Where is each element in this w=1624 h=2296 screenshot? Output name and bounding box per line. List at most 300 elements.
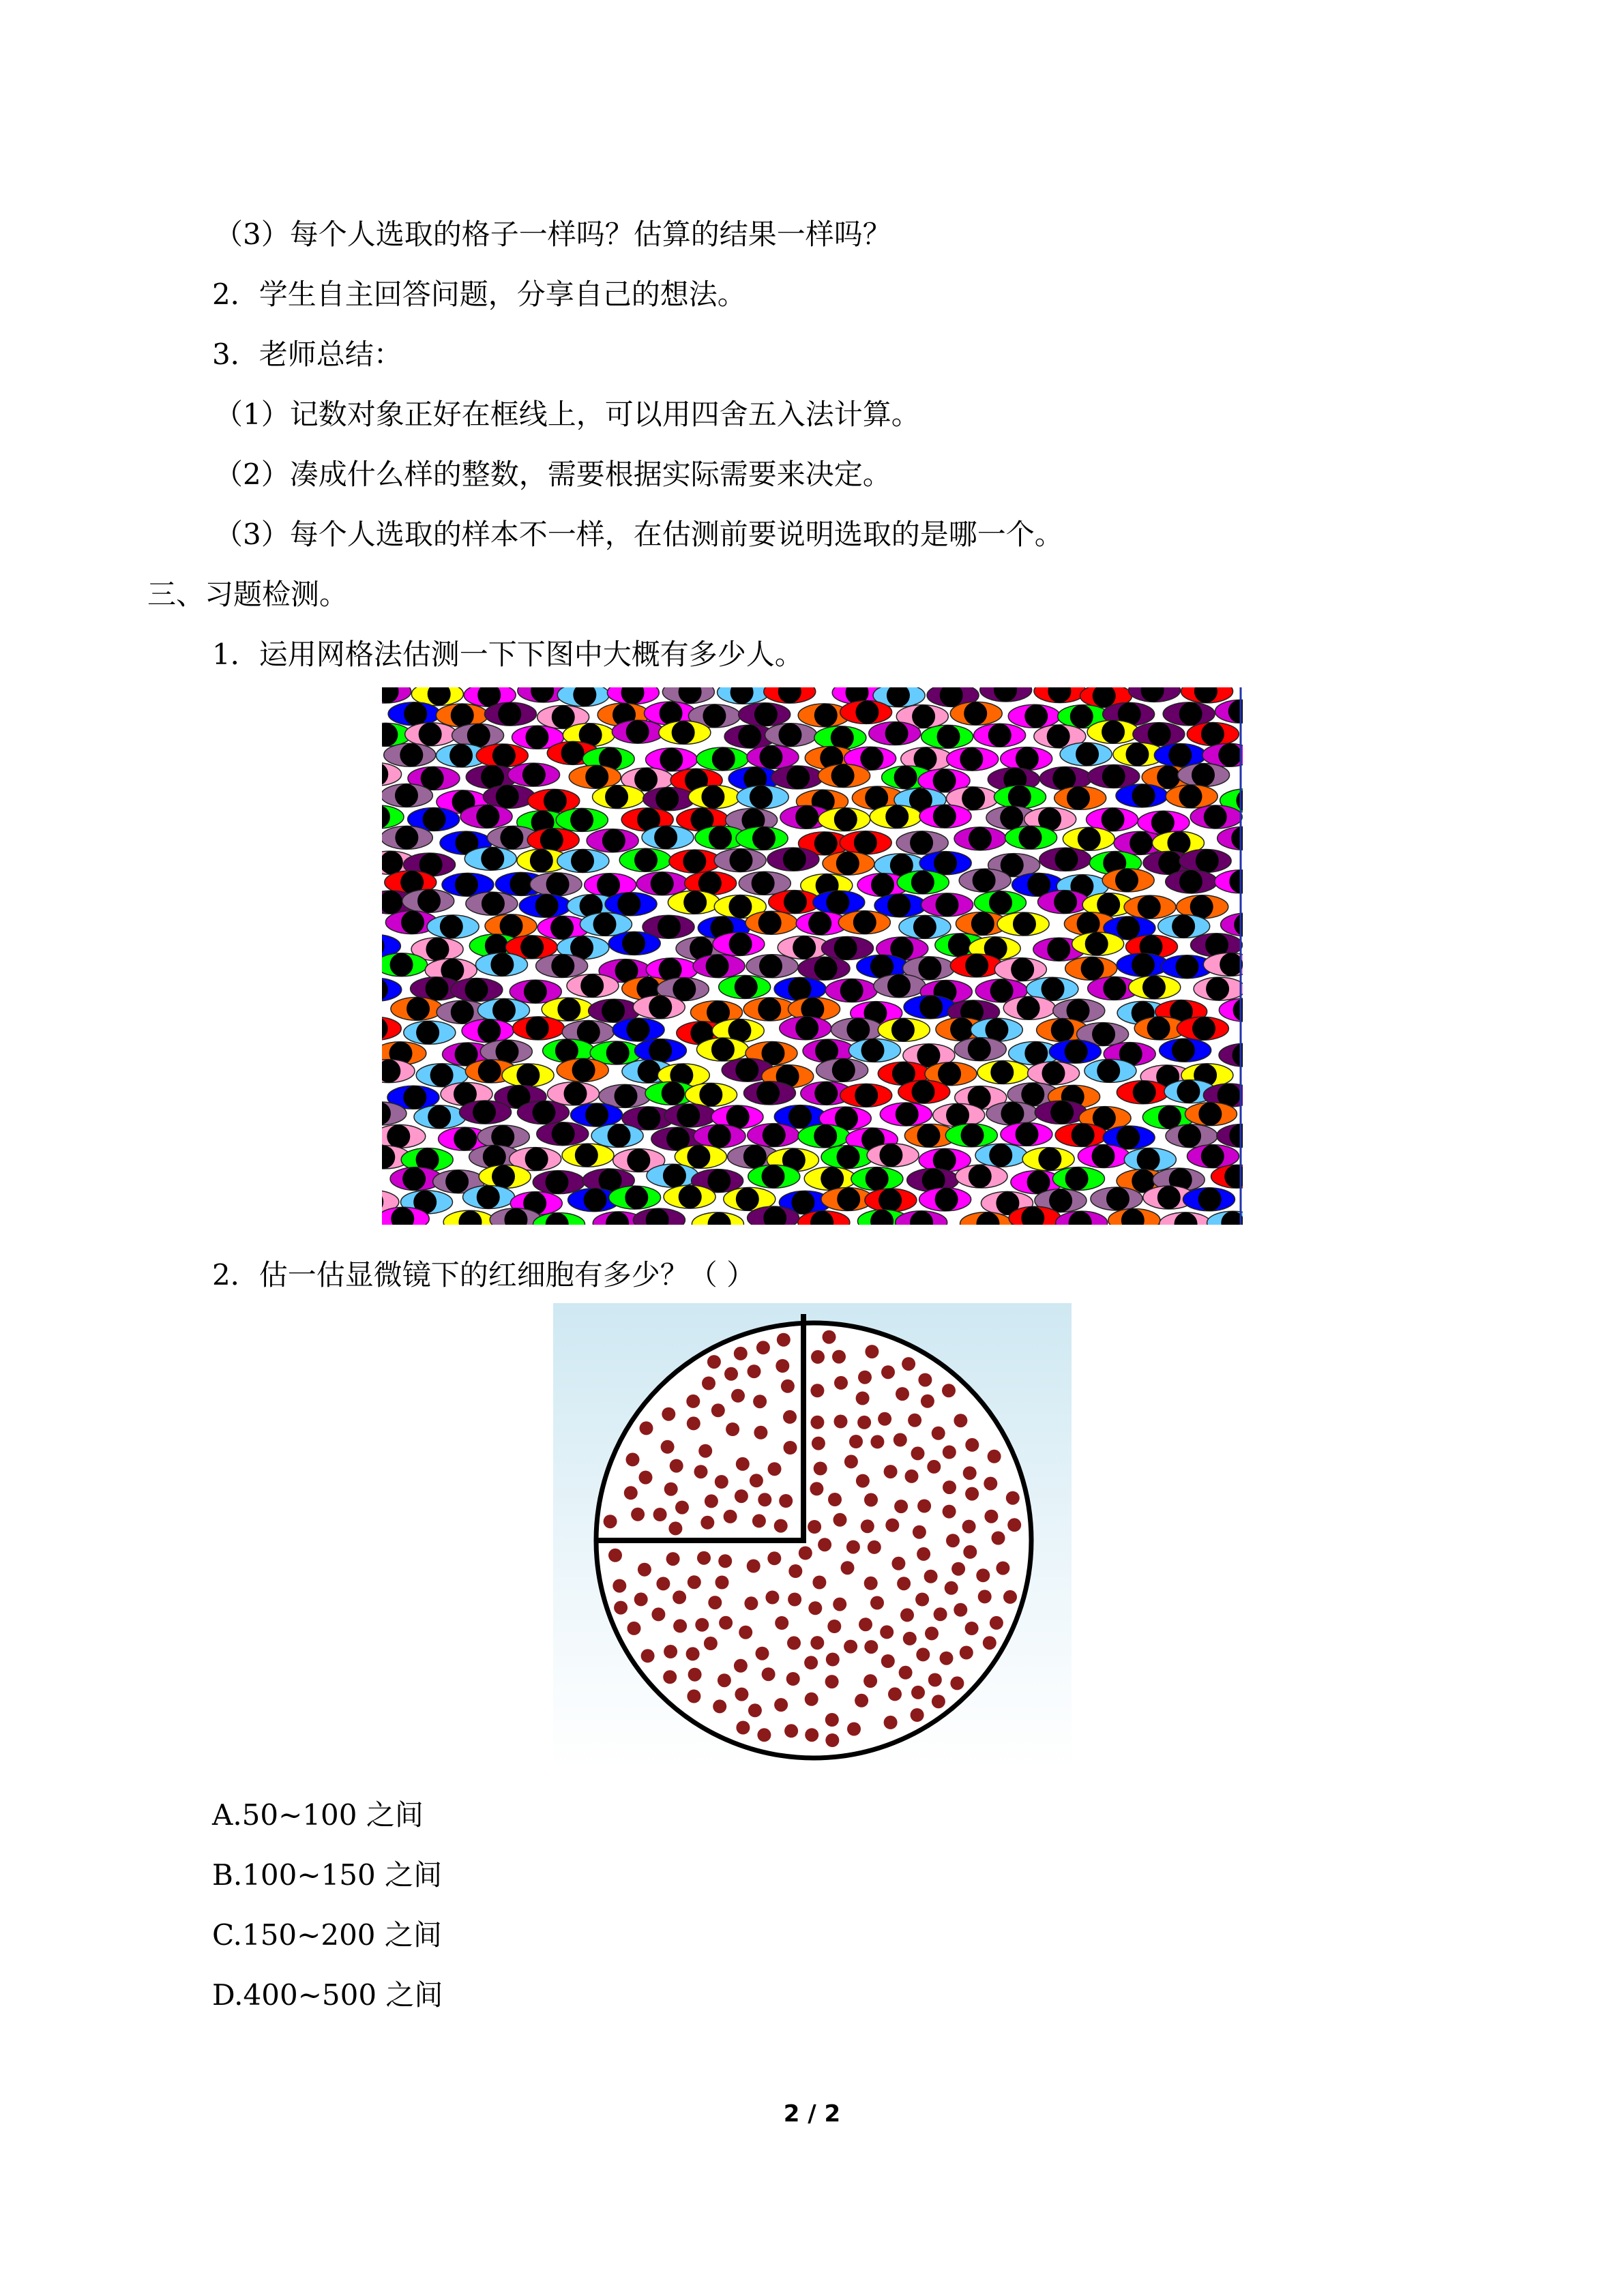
person-figure <box>1129 687 1181 702</box>
person-figure <box>688 786 740 809</box>
person-figure <box>816 1058 868 1082</box>
person-figure <box>933 1103 985 1127</box>
red-blood-cell <box>608 1549 622 1562</box>
red-blood-cell <box>857 1416 871 1429</box>
red-blood-cell <box>734 1347 748 1360</box>
person-figure <box>718 687 769 704</box>
person-figure <box>1054 786 1106 809</box>
person-figure <box>1217 1124 1243 1148</box>
person-figure <box>662 687 714 704</box>
red-blood-cell <box>828 1493 842 1506</box>
red-blood-cell <box>695 1618 709 1632</box>
red-blood-cell <box>736 1457 750 1471</box>
red-blood-cell <box>662 1407 675 1421</box>
red-blood-cell <box>943 1480 956 1494</box>
red-blood-cell <box>673 1590 686 1604</box>
red-blood-cell <box>908 1414 921 1427</box>
red-blood-cell <box>917 1547 930 1561</box>
person-figure <box>612 720 664 743</box>
person-figure <box>954 1038 1006 1061</box>
person-figure <box>814 726 866 749</box>
red-blood-cell <box>863 1674 877 1688</box>
red-blood-cell <box>779 1494 793 1508</box>
red-blood-cell <box>673 1619 687 1632</box>
red-blood-cell <box>781 1380 795 1393</box>
red-blood-cell <box>810 1482 823 1495</box>
person-figure <box>384 743 436 766</box>
red-blood-cell <box>700 1516 714 1530</box>
red-blood-cell <box>704 1637 718 1650</box>
person-figure <box>460 1101 512 1124</box>
person-figure <box>382 978 402 1001</box>
red-blood-cell <box>927 1460 941 1474</box>
person-figure <box>1178 764 1230 787</box>
person-figure <box>1091 1187 1142 1210</box>
person-figure <box>476 744 528 767</box>
red-blood-cell <box>921 1395 934 1408</box>
red-blood-cell <box>808 1520 821 1534</box>
person-figure <box>821 1146 873 1169</box>
person-figure <box>1185 1103 1237 1126</box>
person-figure <box>897 871 949 894</box>
person-figure <box>609 1186 661 1209</box>
person-figure <box>1001 1122 1052 1146</box>
red-blood-cell <box>984 1477 997 1491</box>
red-blood-cell <box>960 1646 973 1660</box>
red-blood-cell <box>777 1333 791 1347</box>
person-figure <box>696 747 748 771</box>
person-figure <box>1028 1062 1080 1085</box>
red-blood-cell <box>855 1694 868 1708</box>
red-blood-cell <box>641 1649 655 1663</box>
person-figure <box>1052 1167 1104 1190</box>
person-figure <box>612 1018 664 1041</box>
red-blood-cell <box>978 1590 992 1603</box>
person-figure <box>994 786 1046 809</box>
red-blood-cell <box>688 1575 701 1589</box>
person-figure <box>899 915 951 938</box>
line-summary-2: （2）凑成什么样的整数，需要根据实际需要来决定。 <box>214 458 891 491</box>
red-blood-cell <box>757 1728 771 1742</box>
red-blood-cell <box>631 1508 645 1521</box>
red-blood-cell <box>694 1465 708 1478</box>
person-figure <box>865 1189 917 1212</box>
red-blood-cell <box>913 1525 926 1539</box>
red-blood-cell <box>885 1519 899 1532</box>
person-figure <box>664 1185 715 1208</box>
person-figure <box>556 808 608 831</box>
person-figure <box>764 687 816 703</box>
red-blood-cell <box>896 1387 909 1401</box>
red-blood-cell <box>767 1551 781 1565</box>
red-blood-cell <box>784 1724 798 1738</box>
person-figure <box>475 953 527 976</box>
person-figure <box>405 723 457 746</box>
red-blood-cell <box>664 1482 678 1496</box>
red-blood-cell <box>744 1596 758 1610</box>
red-blood-cell <box>827 1620 841 1633</box>
person-figure <box>1035 1101 1087 1124</box>
person-figure <box>697 1038 749 1061</box>
red-blood-cell <box>834 1376 848 1390</box>
person-figure <box>975 1144 1027 1167</box>
person-figure <box>878 1018 930 1041</box>
red-blood-cell <box>849 1435 863 1448</box>
red-blood-cell <box>932 1695 945 1708</box>
red-blood-cell <box>934 1607 947 1621</box>
red-blood-cell <box>833 1513 847 1527</box>
red-blood-cell <box>940 1652 954 1665</box>
person-figure <box>1187 1145 1239 1168</box>
person-figure <box>443 1210 495 1225</box>
red-blood-cell <box>891 1557 905 1570</box>
red-blood-cell <box>753 1395 767 1408</box>
red-blood-cell <box>990 1616 1003 1630</box>
person-figure <box>1183 1188 1235 1211</box>
red-blood-cell <box>925 1626 939 1640</box>
red-blood-cell <box>697 1551 711 1565</box>
person-figure <box>743 1082 795 1105</box>
red-blood-cell <box>604 1515 617 1528</box>
red-blood-cell <box>823 1330 836 1344</box>
person-figure <box>536 955 588 978</box>
person-figure <box>1160 1039 1211 1062</box>
person-figure <box>533 1171 585 1194</box>
red-blood-cell <box>984 1510 998 1523</box>
red-blood-cell <box>756 1647 769 1660</box>
person-figure <box>382 784 432 807</box>
red-blood-cell-image <box>553 1303 1072 1769</box>
person-figure <box>1005 826 1057 849</box>
red-blood-cell <box>670 1459 683 1473</box>
red-blood-cell <box>675 1501 689 1515</box>
red-blood-cell <box>962 1520 976 1534</box>
person-figure <box>1084 1059 1136 1082</box>
person-figure <box>508 763 560 786</box>
person-figure <box>427 915 479 938</box>
person-figure <box>391 997 443 1020</box>
person-figure <box>869 721 921 745</box>
person-figure <box>1219 1043 1243 1067</box>
person-figure <box>822 936 874 959</box>
red-blood-cell <box>756 1341 770 1354</box>
red-blood-cell <box>832 1350 846 1364</box>
red-blood-cell <box>861 1519 874 1533</box>
person-figure <box>1179 849 1231 872</box>
red-blood-cell <box>963 1545 977 1559</box>
red-blood-cell <box>825 1713 839 1727</box>
red-blood-cell <box>950 1676 964 1690</box>
red-blood-cell <box>812 1437 825 1450</box>
red-blood-cell <box>900 1608 914 1622</box>
person-figure <box>382 1124 426 1148</box>
person-figure <box>748 1165 800 1188</box>
person-figure <box>382 687 411 703</box>
person-figure <box>567 974 619 998</box>
red-blood-cell <box>942 1384 956 1397</box>
person-figure <box>647 1164 698 1187</box>
red-blood-cell <box>951 1562 965 1576</box>
red-blood-cell <box>752 1514 766 1527</box>
person-figure <box>838 911 890 934</box>
red-blood-cell <box>726 1422 739 1436</box>
red-blood-cell <box>881 1365 895 1379</box>
person-figure <box>867 1144 919 1167</box>
red-blood-cell <box>626 1452 640 1466</box>
red-blood-cell <box>666 1552 680 1566</box>
red-blood-cell <box>688 1668 702 1682</box>
person-figure <box>382 762 402 786</box>
red-blood-cell <box>735 1489 748 1503</box>
person-figure <box>997 912 1049 936</box>
person-figure <box>823 852 874 875</box>
person-figure <box>519 894 571 917</box>
person-figure <box>659 721 711 744</box>
page-number: 2 / 2 <box>783 2100 841 2128</box>
red-blood-cell <box>954 1414 967 1427</box>
person-figure <box>848 1039 900 1062</box>
red-blood-cell <box>826 1653 840 1667</box>
person-figure <box>1034 687 1086 703</box>
red-blood-cell <box>663 1670 677 1684</box>
red-blood-cell <box>996 1562 1009 1575</box>
red-blood-cell <box>917 1500 931 1513</box>
red-blood-cell <box>983 1636 996 1650</box>
person-figure <box>1117 1081 1168 1104</box>
red-blood-cell <box>775 1616 788 1630</box>
red-blood-cell <box>811 1350 825 1364</box>
person-figure <box>382 826 432 849</box>
person-figure <box>477 1125 529 1148</box>
person-figure <box>980 687 1032 702</box>
person-figure <box>593 786 645 809</box>
person-figure <box>1129 976 1181 999</box>
red-blood-cell <box>924 1570 938 1583</box>
option-d: D.400~500 之间 <box>212 1978 443 2012</box>
red-blood-cell <box>864 1577 878 1590</box>
person-figure <box>896 831 948 854</box>
person-figure <box>463 1185 515 1208</box>
red-blood-cell <box>715 1576 729 1590</box>
person-figure <box>1117 953 1168 976</box>
option-a: A.50~100 之间 <box>212 1798 424 1832</box>
red-blood-cell <box>932 1427 945 1440</box>
red-blood-cell <box>810 1636 824 1650</box>
person-figure <box>530 873 582 896</box>
person-figure <box>1160 1212 1211 1225</box>
red-blood-cell <box>754 1426 767 1440</box>
person-figure <box>746 955 798 978</box>
red-blood-cell <box>719 1616 733 1630</box>
red-blood-cell <box>748 1365 761 1378</box>
exercise-2: 2．估一估显微镜下的红细胞有多少？（ ） <box>212 1258 756 1292</box>
person-figure <box>1219 998 1243 1022</box>
red-blood-cell <box>718 1554 732 1568</box>
person-figure <box>1207 1211 1243 1225</box>
red-blood-cell <box>686 1395 700 1408</box>
person-figure <box>804 1167 856 1190</box>
red-blood-cell <box>628 1622 641 1635</box>
line-teacher-summary: 3．老师总结： <box>212 338 402 371</box>
person-figure <box>898 1080 950 1103</box>
person-figure <box>591 1124 643 1148</box>
person-figure <box>945 1124 997 1147</box>
line-student-answer: 2．学生自主回答问题，分享自己的想法。 <box>212 278 746 311</box>
person-figure <box>736 826 788 850</box>
person-figure <box>1166 785 1217 808</box>
red-blood-cell <box>698 1444 712 1458</box>
person-figure <box>771 766 823 789</box>
red-blood-cell <box>963 1466 977 1480</box>
person-figure <box>947 747 999 771</box>
person-figure <box>1177 1017 1228 1040</box>
person-figure <box>1215 700 1243 723</box>
red-blood-cell <box>762 1667 776 1681</box>
person-figure <box>569 765 621 788</box>
person-figure <box>1221 913 1243 936</box>
red-blood-cell <box>634 1592 648 1606</box>
line-q3: （3）每个人选取的格子一样吗？估算的结果一样吗？ <box>214 218 891 251</box>
person-figure <box>668 891 720 914</box>
red-blood-cell <box>1003 1590 1017 1604</box>
person-figure <box>919 1188 971 1211</box>
person-figure <box>1181 687 1233 703</box>
red-blood-cell <box>656 1577 670 1590</box>
person-figure <box>994 958 1046 981</box>
red-blood-cell <box>888 1687 902 1701</box>
person-figure <box>714 849 766 872</box>
red-blood-cell <box>988 1450 1001 1463</box>
red-blood-cell <box>810 1384 824 1397</box>
person-figure <box>669 850 721 873</box>
red-blood-cell <box>724 1510 737 1523</box>
person-figure <box>462 1019 514 1043</box>
person-figure <box>880 1103 932 1126</box>
person-figure <box>1072 932 1124 955</box>
person-figure <box>1063 827 1114 850</box>
person-figure <box>464 847 516 870</box>
person-figure <box>685 1083 737 1106</box>
red-blood-cell <box>870 1596 884 1610</box>
red-blood-cell <box>788 1593 801 1607</box>
red-blood-cell <box>805 1693 818 1706</box>
person-figure <box>1194 977 1243 1000</box>
person-figure <box>466 892 518 915</box>
person-figure <box>840 831 891 854</box>
person-figure <box>919 805 971 828</box>
person-figure <box>608 931 660 955</box>
option-b: B.100~150 之间 <box>212 1858 443 1892</box>
red-blood-cell <box>844 1455 858 1468</box>
person-figure <box>451 978 503 1001</box>
person-figure <box>477 998 529 1022</box>
red-blood-cell <box>844 1640 857 1654</box>
person-figure <box>780 1017 831 1040</box>
person-figure <box>986 1102 1038 1125</box>
person-figure <box>388 702 440 726</box>
person-figure <box>692 1212 743 1225</box>
red-blood-cell <box>640 1421 653 1435</box>
red-blood-cell <box>739 1626 752 1639</box>
person-figure <box>739 703 791 726</box>
person-figure <box>636 872 688 895</box>
person-figure <box>1166 1124 1217 1148</box>
person-figure <box>870 805 921 829</box>
red-blood-cell <box>653 1508 667 1521</box>
person-figure <box>765 724 817 747</box>
person-figure <box>1022 1148 1074 1171</box>
person-figure <box>959 869 1011 892</box>
red-blood-cell <box>946 1534 960 1547</box>
red-blood-cell <box>915 1593 929 1607</box>
red-blood-cell <box>805 1728 818 1742</box>
person-figure <box>743 998 795 1021</box>
red-blood-cell <box>687 1690 700 1703</box>
person-figure <box>954 827 1006 850</box>
person-figure <box>527 829 579 852</box>
red-blood-cell <box>774 1698 788 1712</box>
red-blood-cell <box>880 1625 894 1639</box>
person-figure <box>693 955 745 978</box>
red-blood-cell <box>943 1505 956 1519</box>
person-figure <box>1102 869 1154 892</box>
red-blood-cell <box>784 1441 797 1455</box>
section-heading-3: 三、习题检测。 <box>147 578 349 611</box>
red-blood-cell <box>747 1560 761 1573</box>
red-blood-cell <box>758 1493 771 1506</box>
red-blood-cell <box>708 1596 722 1609</box>
red-blood-cell <box>799 1547 812 1560</box>
red-blood-cell <box>810 1416 824 1429</box>
red-blood-cell <box>687 1416 700 1430</box>
red-blood-cell <box>846 1540 860 1554</box>
red-blood-cell <box>833 1598 846 1611</box>
person-figure <box>607 687 659 704</box>
person-figure <box>813 891 865 914</box>
red-blood-cell <box>787 1636 801 1650</box>
red-blood-cell <box>788 1564 802 1578</box>
person-figure <box>974 724 1026 747</box>
red-blood-cell <box>715 1475 728 1489</box>
person-figure <box>818 808 870 831</box>
red-blood-cell <box>905 1470 919 1483</box>
person-figure <box>1001 747 1052 771</box>
red-blood-cell <box>870 1435 884 1448</box>
person-figure <box>818 764 870 788</box>
red-blood-cell <box>841 1561 855 1575</box>
person-figure <box>1055 1123 1107 1146</box>
person-figure <box>1008 704 1060 728</box>
red-blood-cell <box>750 1474 763 1487</box>
red-blood-cell <box>894 1433 907 1447</box>
person-figure <box>537 1122 589 1146</box>
person-figure <box>956 1165 1007 1188</box>
person-figure <box>502 1064 554 1087</box>
red-blood-cell <box>943 1446 956 1459</box>
person-figure <box>748 1124 799 1147</box>
person-figure <box>874 974 926 998</box>
red-blood-cell <box>825 1675 839 1688</box>
red-blood-cell <box>808 1601 822 1615</box>
red-blood-cell <box>661 1440 675 1454</box>
red-blood-cell <box>928 1673 942 1687</box>
red-blood-cell <box>702 1377 715 1390</box>
red-blood-cell <box>992 1532 1005 1545</box>
person-figure <box>977 1061 1029 1084</box>
red-blood-cell <box>834 1415 848 1429</box>
red-blood-cell <box>768 1462 782 1476</box>
person-figure <box>798 1124 850 1148</box>
